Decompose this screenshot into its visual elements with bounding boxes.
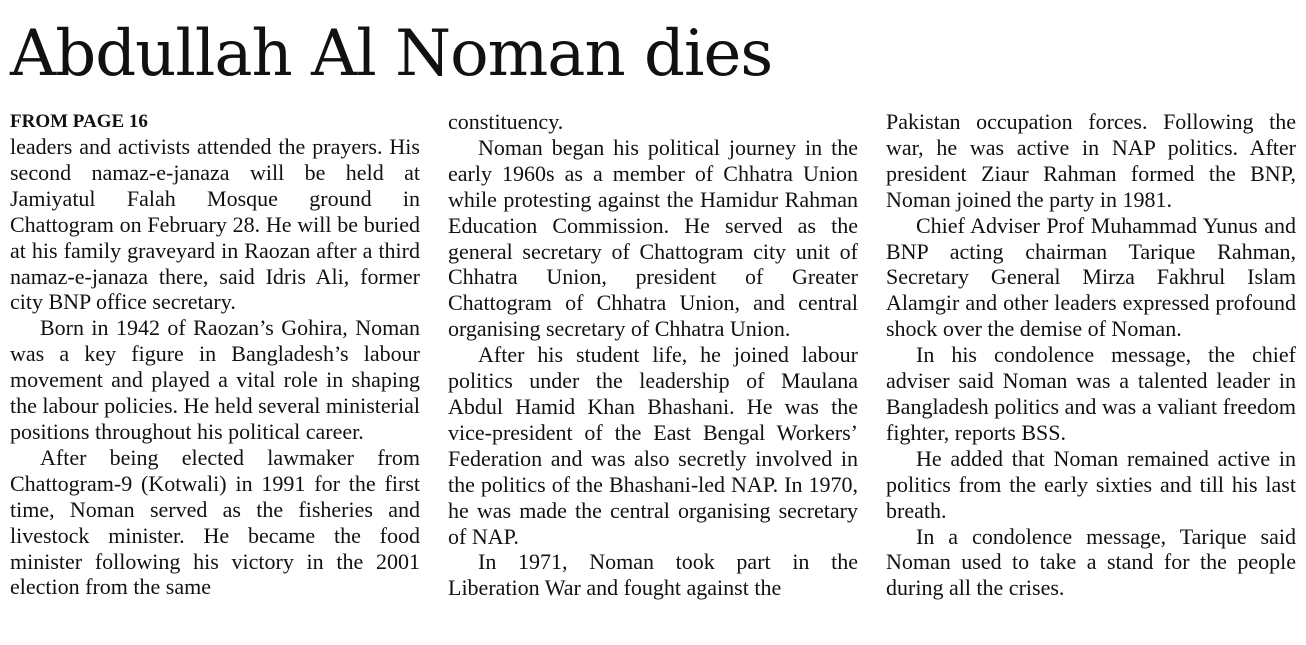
paragraph: Pakistan occupation forces. Following the war, he was active in NAP politics. After president Ziaur Rahman formed the BNP, Noman joined the party in 1981. xyxy=(886,109,1296,212)
paragraph: In a condolence message, Tarique said Noman used to take a stand for the people during all the crises. xyxy=(886,523,1296,601)
headline: Abdullah Al Noman dies xyxy=(10,17,773,91)
article-column-3 xyxy=(886,109,1296,629)
article-column-2 xyxy=(448,109,858,629)
paragraph: Born in 1942 of Raozan’s Gohira, Noman was a key figure in Bangladesh’s labour movement and played a vital role in shaping the labour policies. He held several ministerial positions throughout his political career. xyxy=(10,315,420,444)
paragraph: In his condolence message, the chief adviser said Noman was a talented leader in Bangladesh politics and was a valiant freedom fighter, reports BSS. xyxy=(886,342,1296,445)
paragraph: In 1971, Noman took part in the Liberation War and fought against the xyxy=(448,549,858,601)
paragraph: After being elected lawmaker from Chattogram-9 (Kotwali) in 1991 for the first time, Noman served as the fisheries and livestock minister. He became the food minister following his victory in the 2001 election from the same xyxy=(10,444,420,600)
paragraph: After his student life, he joined labour politics under the leadership of Maulana Abdul Hamid Khan Bhashani. He was the vice-president of the East Bengal Workers’ Federation and was also secretly involved in the politics of the Bhashani-led NAP. In 1970, he was made the central organising secretary of NAP. xyxy=(448,342,858,549)
paragraph: Noman began his political journey in the early 1960s as a member of Chhatra Union while protesting against the Hamidur Rahman Education Commission. He served as the general secretary of Chattogram city unit of Chhatra Union, president of Greater Chattogram of Chhatra Union, and central organising secretary of Chhatra Union. xyxy=(448,134,858,342)
paragraph: He added that Noman remained active in politics from the early sixties and till his last breath. xyxy=(886,445,1296,523)
article-column-1 xyxy=(10,109,420,629)
paragraph: constituency. xyxy=(448,109,564,134)
continuation-kicker: FROM PAGE 16 xyxy=(10,111,148,132)
paragraph: Chief Adviser Prof Muhammad Yunus and BNP acting chairman Tarique Rahman, Secretary General Mirza Fakhrul Islam Alamgir and other leaders expressed profound shock over the demise of Noman. xyxy=(886,212,1296,342)
paragraph: leaders and activists attended the prayers. His second namaz-e-janaza will be held at Jamiyatul Falah Mosque ground in Chattogram on February 28. He will be buried at his family graveyard in Raozan after a third namaz-e-janaza there, said Idris Ali, former city BNP office secretary. xyxy=(10,134,420,315)
